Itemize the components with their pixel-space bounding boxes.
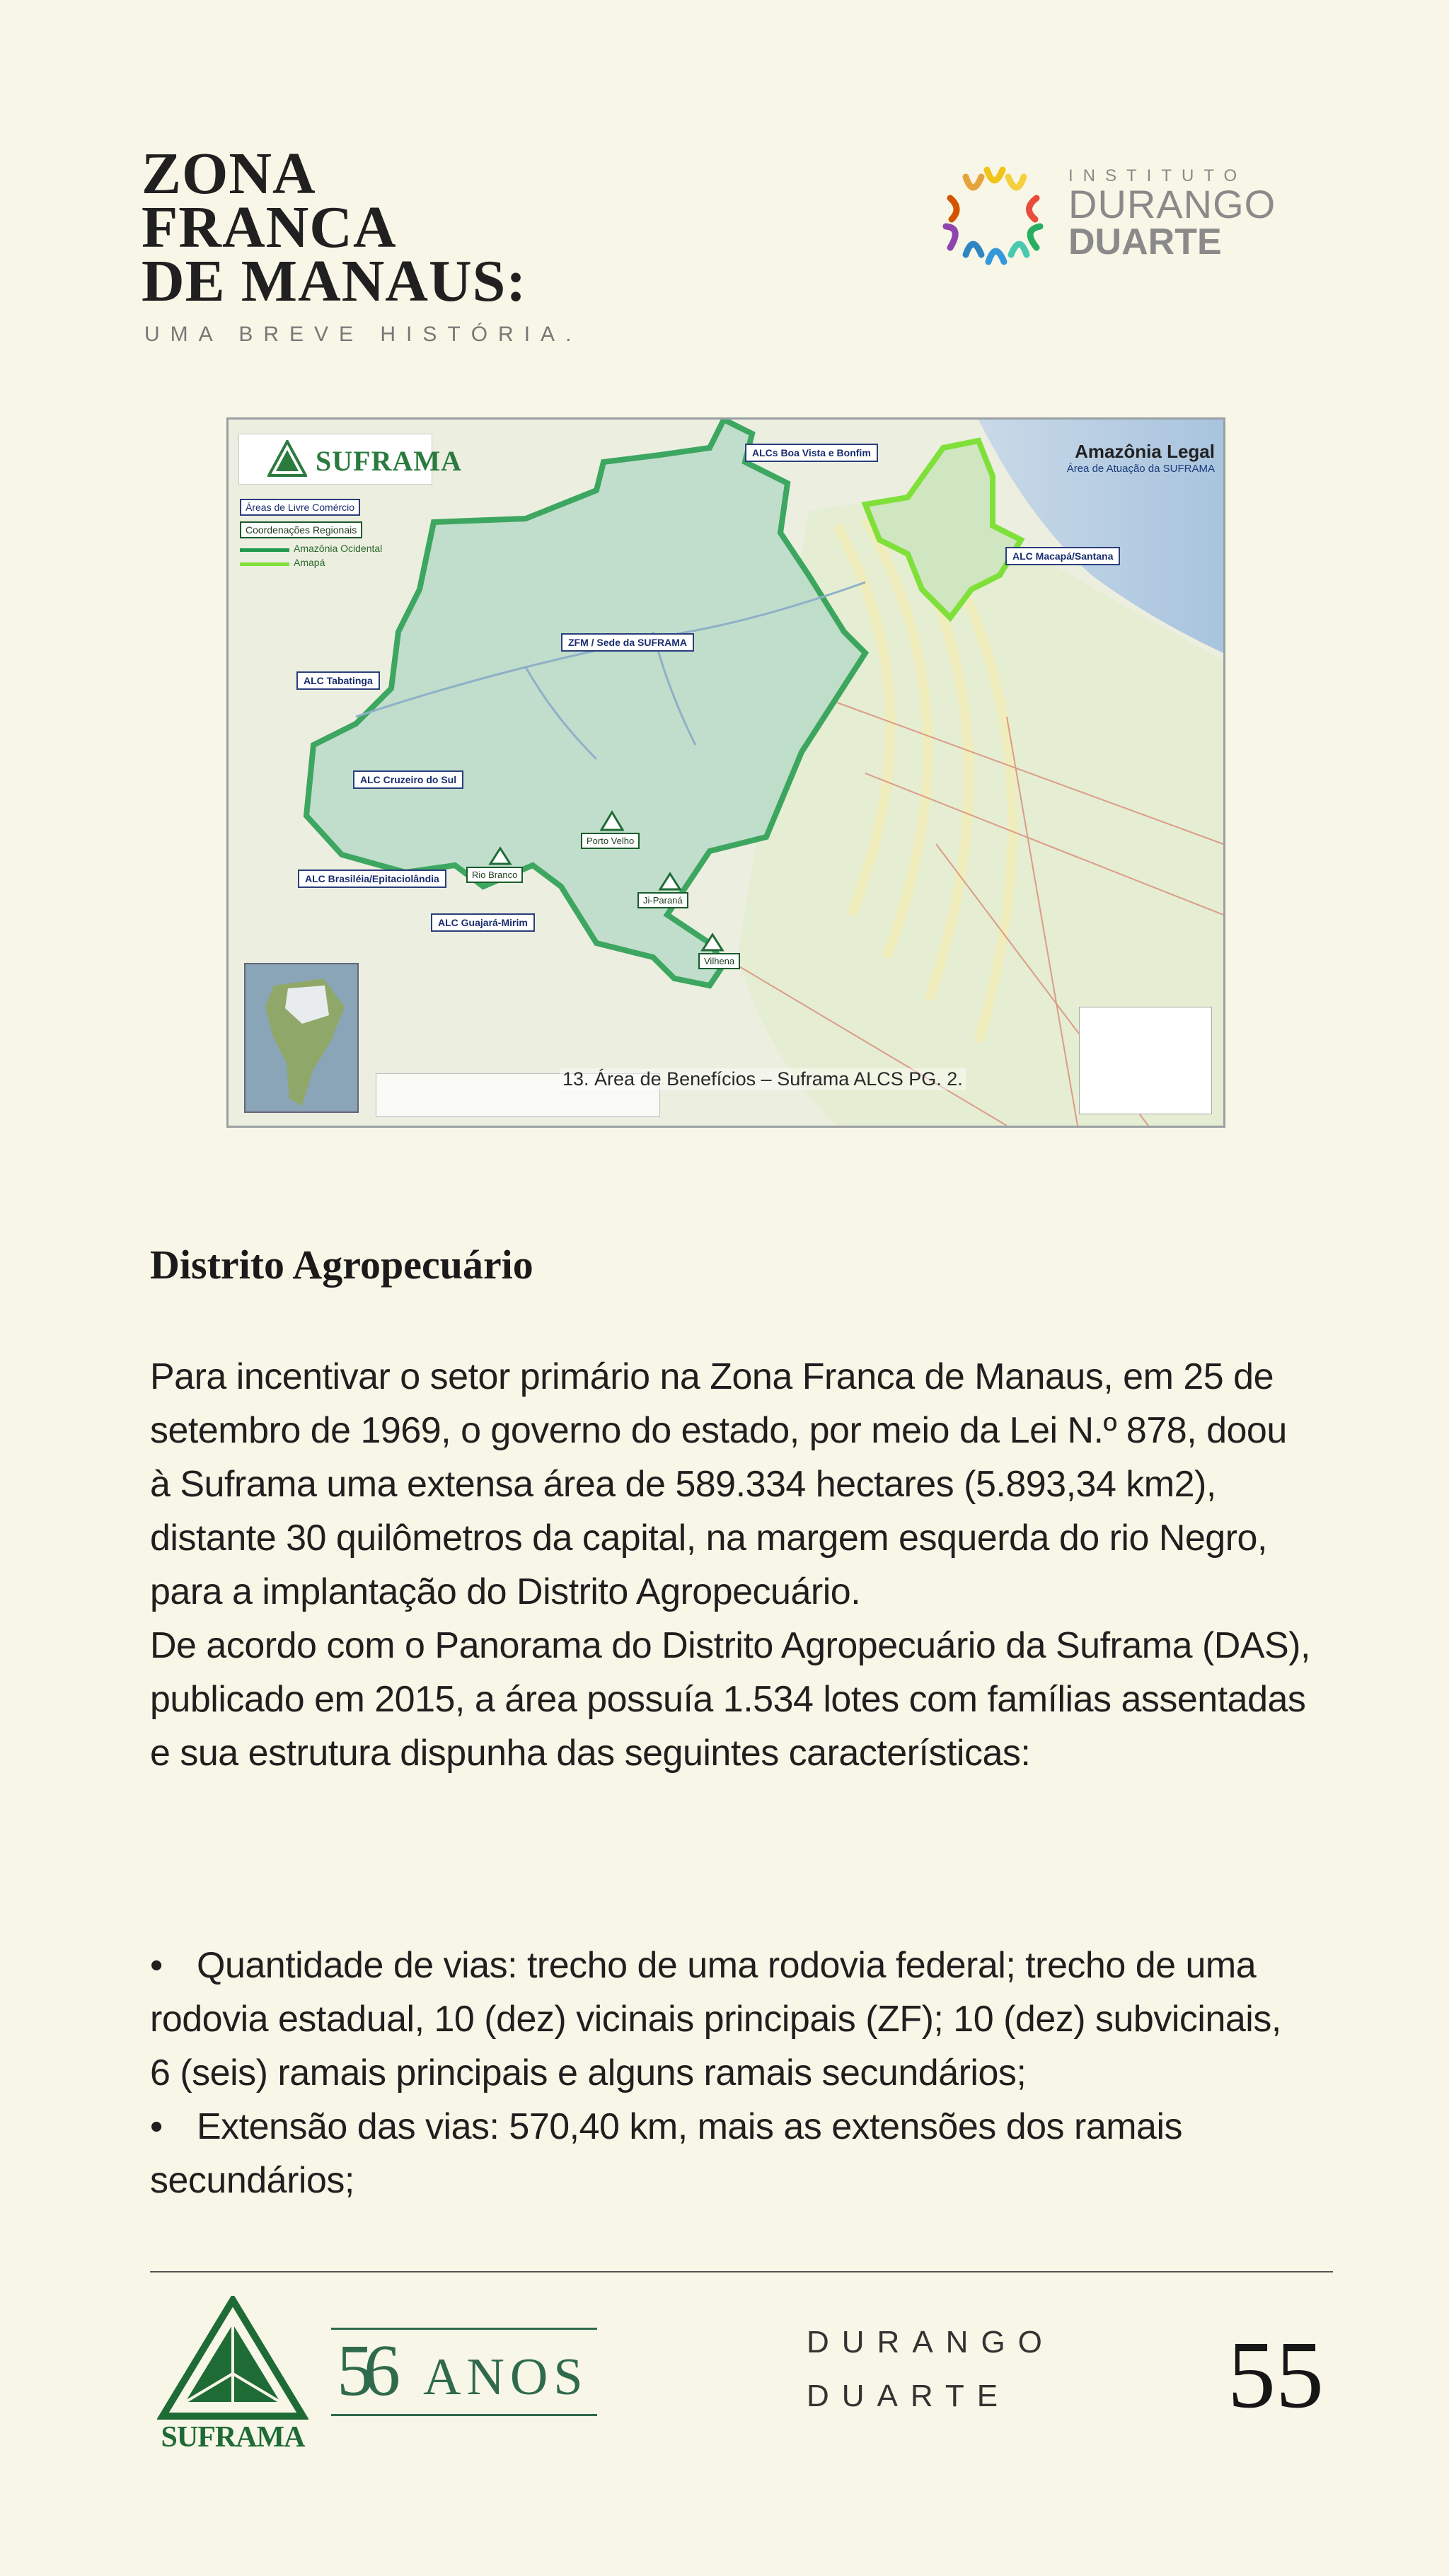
map-legend-panel <box>1079 1007 1212 1114</box>
label-macapa: ALC Macapá/Santana <box>1005 547 1120 565</box>
institute-name-line1: DURANGO <box>1068 182 1276 226</box>
bullet-item <box>150 2100 1310 2207</box>
map-subtitle: Área de Atuação da SUFRAMA <box>1066 463 1215 475</box>
institute-name-line2: DUARTE <box>1068 221 1222 262</box>
amazonia-legal-map <box>226 417 1225 1128</box>
legend-text-ocidental: Amazônia Ocidental <box>294 543 383 554</box>
institute-mark-icon <box>937 149 1058 276</box>
city-ji-parana: Ji-Paraná <box>637 892 688 908</box>
legend-areas-livre-comercio: Áreas de Livre Comércio <box>240 499 360 516</box>
label-tabatinga: ALC Tabatinga <box>296 671 380 690</box>
institute-logo <box>937 149 1277 283</box>
bullet-text: Quantidade de vias: trecho de uma rodovia federal; trecho de uma rodovia estadual, 10 (dez) vicinais principais (ZF); 10 (dez) subvicinais, 6 (seis) ramais principais e alguns ramais secundários; <box>150 1945 1281 2093</box>
section-heading: Distrito Agropecuário <box>150 1242 533 1288</box>
map-caption: 13. Área de Benefícios – Suframa ALCS PG. 2. <box>560 1068 966 1090</box>
legend-line-ocidental <box>240 548 289 552</box>
book-title-line: FRANCA <box>142 195 397 260</box>
bullet-symbol: • <box>150 1945 163 1986</box>
bullet-item <box>150 1939 1310 2100</box>
city-rio-branco: Rio Branco <box>466 867 523 883</box>
book-title-line: ZONA <box>142 141 316 207</box>
south-america-inset-map <box>244 963 359 1113</box>
city-porto-velho: Porto Velho <box>581 833 640 849</box>
page-number: 55 <box>1228 2322 1324 2428</box>
legend-text-amapa: Amapá <box>294 557 325 568</box>
label-boa-vista: ALCs Boa Vista e Bonfim <box>745 444 878 462</box>
institute-small-label: INSTITUTO <box>1068 166 1247 185</box>
map-brand-text: SUFRAMA <box>316 445 462 477</box>
56-anos-badge <box>331 2328 597 2420</box>
book-title-line: DE MANAUS: <box>142 248 527 314</box>
suframa-triangle-icon <box>157 2296 308 2420</box>
legend-line-amapa <box>240 562 289 566</box>
anos-number: 56 <box>337 2330 391 2411</box>
label-zfm: ZFM / Sede da SUFRAMA <box>561 633 694 652</box>
author-name-line1: DURANGO <box>807 2325 1055 2360</box>
bullet-list <box>150 1939 1310 2207</box>
city-vilhena: Vilhena <box>698 953 740 969</box>
book-subtitle: UMA BREVE HISTÓRIA. <box>144 323 582 346</box>
suframa-footer-text: SUFRAMA <box>161 2421 305 2454</box>
anos-word: ANOS <box>423 2348 589 2406</box>
map-corner-title <box>1067 441 1215 475</box>
label-guajara-mirim: ALC Guajará-Mirim <box>431 913 535 932</box>
label-brasileia: ALC Brasiléia/Epitaciolândia <box>298 870 446 888</box>
suframa-footer-logo <box>157 2296 308 2453</box>
footer-divider <box>150 2271 1333 2272</box>
paragraph-1: Para incentivar o setor primário na Zona Franca de Manaus, em 25 de setembro de 1969, o governo do estado, por meio da Lei N.º 878, doou à Suframa uma extensa área de 589.334 hectares (5.893,34 km2), distante 30 quilômetros da capital, na margem esquerda do rio Negro, para a implantação do Distrito Agropecuário. <box>150 1356 1287 1612</box>
south-america-icon <box>246 964 357 1111</box>
suframa-triangle-icon <box>267 440 307 477</box>
map-title: Amazônia Legal <box>1075 441 1215 462</box>
anos-bottom-line <box>331 2414 597 2416</box>
body-text <box>150 1350 1310 1780</box>
bullet-symbol: • <box>150 2106 163 2147</box>
bullet-text: Extensão das vias: 570,40 km, mais as extensões dos ramais secundários; <box>150 2106 1183 2201</box>
book-title <box>142 141 527 314</box>
author-name-line2: DUARTE <box>807 2379 1011 2413</box>
label-cruzeiro-do-sul: ALC Cruzeiro do Sul <box>353 770 463 789</box>
paragraph-2: De acordo com o Panorama do Distrito Agropecuário da Suframa (DAS), publicado em 2015, a área possuía 1.534 lotes com famílias assentadas e sua estrutura dispunha das seguintes características: <box>150 1625 1310 1774</box>
legend-coordenacoes: Coordenações Regionais <box>240 521 362 538</box>
map-suframa-brand <box>238 434 462 485</box>
